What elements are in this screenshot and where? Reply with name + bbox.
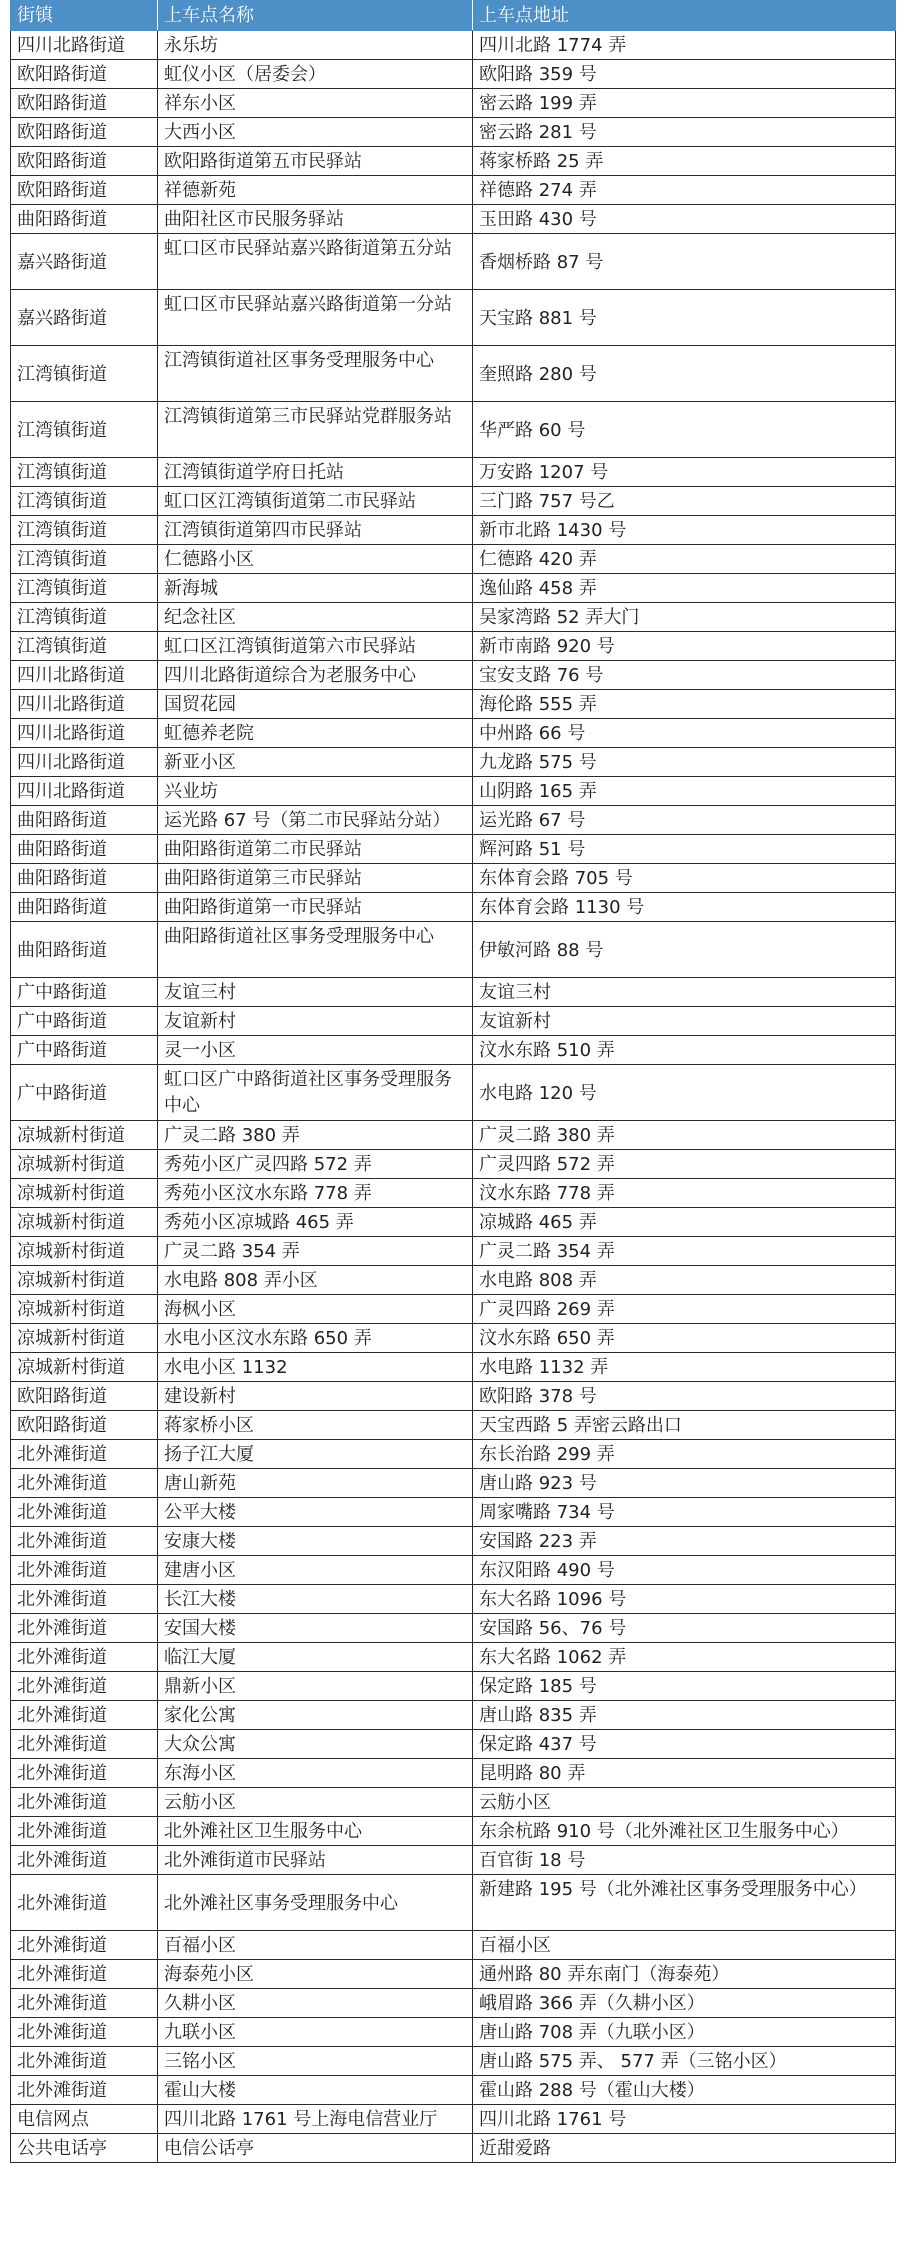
cell-point-name: 秀苑小区广灵四路 572 弄 (158, 1150, 473, 1179)
cell-point-name: 四川北路街道综合为老服务中心 (158, 661, 473, 690)
cell-street: 北外滩街道 (11, 1730, 158, 1759)
table-row (11, 864, 896, 893)
cell-point-name: 纪念社区 (158, 603, 473, 632)
table-row (11, 1065, 896, 1121)
cell-point-address: 安国路 223 弄 (473, 1527, 896, 1556)
cell-street: 公共电话亭 (11, 2134, 158, 2163)
cell-point-name: 大众公寓 (158, 1730, 473, 1759)
table-body (11, 31, 896, 2163)
header-point-name: 上车点名称 (158, 1, 473, 31)
cell-point-address: 吴家湾路 52 弄大门 (473, 603, 896, 632)
cell-street: 北外滩街道 (11, 1527, 158, 1556)
cell-point-address: 运光路 67 号 (473, 806, 896, 835)
cell-point-address: 汶水东路 650 弄 (473, 1324, 896, 1353)
cell-point-name: 建设新村 (158, 1382, 473, 1411)
cell-point-address: 水电路 808 弄 (473, 1266, 896, 1295)
cell-point-name: 曲阳路街道第一市民驿站 (158, 893, 473, 922)
cell-street: 欧阳路街道 (11, 176, 158, 205)
table-row (11, 545, 896, 574)
cell-point-name: 灵一小区 (158, 1036, 473, 1065)
cell-point-name: 虹口区江湾镇街道第二市民驿站 (158, 487, 473, 516)
cell-point-name: 国贸花园 (158, 690, 473, 719)
cell-street: 广中路街道 (11, 1007, 158, 1036)
cell-point-name: 家化公寓 (158, 1701, 473, 1730)
cell-point-address: 万安路 1207 号 (473, 458, 896, 487)
cell-street: 嘉兴路街道 (11, 234, 158, 290)
cell-point-name: 虹口区市民驿站嘉兴路街道第五分站 (158, 234, 473, 290)
cell-point-name: 江湾镇街道社区事务受理服务中心 (158, 346, 473, 402)
table-row (11, 1295, 896, 1324)
cell-street: 四川北路街道 (11, 777, 158, 806)
cell-point-name: 祥东小区 (158, 89, 473, 118)
cell-point-name: 仁德路小区 (158, 545, 473, 574)
cell-point-address: 汶水东路 778 弄 (473, 1179, 896, 1208)
table-row (11, 922, 896, 978)
cell-point-name: 曲阳路街道社区事务受理服务中心 (158, 922, 473, 978)
cell-point-name: 北外滩街道市民驿站 (158, 1846, 473, 1875)
cell-street: 江湾镇街道 (11, 487, 158, 516)
cell-street: 北外滩街道 (11, 1875, 158, 1931)
table-row (11, 1179, 896, 1208)
cell-point-name: 云舫小区 (158, 1788, 473, 1817)
cell-point-address: 宝安支路 76 号 (473, 661, 896, 690)
table-row (11, 487, 896, 516)
cell-point-address: 辉河路 51 号 (473, 835, 896, 864)
cell-point-address: 东余杭路 910 号（北外滩社区卫生服务中心） (473, 1817, 896, 1846)
cell-point-address: 东体育会路 705 号 (473, 864, 896, 893)
table-row (11, 1846, 896, 1875)
cell-street: 江湾镇街道 (11, 545, 158, 574)
cell-street: 江湾镇街道 (11, 402, 158, 458)
cell-street: 北外滩街道 (11, 1960, 158, 1989)
table-row (11, 1208, 896, 1237)
cell-point-name: 友谊新村 (158, 1007, 473, 1036)
table-row (11, 690, 896, 719)
cell-street: 江湾镇街道 (11, 632, 158, 661)
cell-street: 北外滩街道 (11, 1672, 158, 1701)
cell-point-name: 北外滩社区事务受理服务中心 (158, 1875, 473, 1931)
cell-point-name: 秀苑小区凉城路 465 弄 (158, 1208, 473, 1237)
cell-street: 欧阳路街道 (11, 1382, 158, 1411)
header-row (11, 1, 896, 31)
cell-point-address: 东汉阳路 490 号 (473, 1556, 896, 1585)
cell-point-address: 唐山路 835 弄 (473, 1701, 896, 1730)
cell-point-name: 长江大楼 (158, 1585, 473, 1614)
table-row (11, 719, 896, 748)
table-row (11, 205, 896, 234)
cell-street: 北外滩街道 (11, 1788, 158, 1817)
cell-point-address: 水电路 120 号 (473, 1065, 896, 1121)
table-row (11, 2018, 896, 2047)
table-row (11, 1759, 896, 1788)
table-row (11, 574, 896, 603)
table-row (11, 603, 896, 632)
cell-point-name: 霍山大楼 (158, 2076, 473, 2105)
cell-street: 江湾镇街道 (11, 346, 158, 402)
cell-point-name: 安国大楼 (158, 1614, 473, 1643)
cell-point-address: 凉城路 465 弄 (473, 1208, 896, 1237)
cell-point-name: 临江大厦 (158, 1643, 473, 1672)
cell-point-address: 通州路 80 弄东南门（海泰苑） (473, 1960, 896, 1989)
cell-street: 北外滩街道 (11, 1585, 158, 1614)
cell-street: 江湾镇街道 (11, 458, 158, 487)
table-row (11, 1989, 896, 2018)
cell-street: 北外滩街道 (11, 1469, 158, 1498)
cell-street: 凉城新村街道 (11, 1324, 158, 1353)
cell-point-name: 水电小区汶水东路 650 弄 (158, 1324, 473, 1353)
cell-point-address: 友谊新村 (473, 1007, 896, 1036)
cell-point-name: 祥德新苑 (158, 176, 473, 205)
cell-point-address: 广灵四路 572 弄 (473, 1150, 896, 1179)
header-street: 街镇 (11, 1, 158, 31)
table-row (11, 2076, 896, 2105)
table-row (11, 1701, 896, 1730)
cell-point-name: 北外滩社区卫生服务中心 (158, 1817, 473, 1846)
cell-point-address: 保定路 437 号 (473, 1730, 896, 1759)
cell-point-name: 建唐小区 (158, 1556, 473, 1585)
cell-point-address: 广灵二路 380 弄 (473, 1121, 896, 1150)
cell-point-address: 祥德路 274 弄 (473, 176, 896, 205)
cell-point-name: 秀苑小区汶水东路 778 弄 (158, 1179, 473, 1208)
cell-street: 北外滩街道 (11, 1440, 158, 1469)
cell-street: 凉城新村街道 (11, 1266, 158, 1295)
cell-point-address: 东大名路 1062 弄 (473, 1643, 896, 1672)
table-row (11, 1469, 896, 1498)
cell-street: 四川北路街道 (11, 690, 158, 719)
table-header (11, 1, 896, 31)
cell-point-name: 江湾镇街道第三市民驿站党群服务站 (158, 402, 473, 458)
cell-point-address: 云舫小区 (473, 1788, 896, 1817)
cell-street: 凉城新村街道 (11, 1237, 158, 1266)
cell-point-address: 逸仙路 458 弄 (473, 574, 896, 603)
cell-point-name: 东海小区 (158, 1759, 473, 1788)
cell-point-address: 蒋家桥路 25 弄 (473, 147, 896, 176)
table-row (11, 1614, 896, 1643)
cell-point-address: 欧阳路 378 号 (473, 1382, 896, 1411)
cell-street: 四川北路街道 (11, 661, 158, 690)
table-row (11, 1440, 896, 1469)
cell-street: 欧阳路街道 (11, 118, 158, 147)
table-row (11, 290, 896, 346)
cell-street: 欧阳路街道 (11, 89, 158, 118)
table-row (11, 1353, 896, 1382)
cell-point-address: 天宝路 881 号 (473, 290, 896, 346)
cell-street: 凉城新村街道 (11, 1179, 158, 1208)
table-row (11, 1585, 896, 1614)
cell-street: 北外滩街道 (11, 2018, 158, 2047)
table-row (11, 234, 896, 290)
cell-point-name: 水电小区 1132 (158, 1353, 473, 1382)
cell-point-address: 香烟桥路 87 号 (473, 234, 896, 290)
cell-point-name: 永乐坊 (158, 31, 473, 60)
cell-point-address: 唐山路 708 弄（九联小区） (473, 2018, 896, 2047)
cell-point-address: 奎照路 280 号 (473, 346, 896, 402)
cell-street: 凉城新村街道 (11, 1150, 158, 1179)
cell-point-address: 东体育会路 1130 号 (473, 893, 896, 922)
cell-point-address: 广灵二路 354 弄 (473, 1237, 896, 1266)
table-row (11, 1036, 896, 1065)
cell-point-address: 四川北路 1774 弄 (473, 31, 896, 60)
table-row (11, 1931, 896, 1960)
cell-street: 江湾镇街道 (11, 574, 158, 603)
cell-point-address: 唐山路 575 弄、 577 弄（三铭小区） (473, 2047, 896, 2076)
cell-street: 北外滩街道 (11, 1701, 158, 1730)
header-point-address: 上车点地址 (473, 1, 896, 31)
cell-point-name: 蒋家桥小区 (158, 1411, 473, 1440)
cell-point-address: 近甜爱路 (473, 2134, 896, 2163)
cell-street: 欧阳路街道 (11, 60, 158, 89)
cell-street: 嘉兴路街道 (11, 290, 158, 346)
table-row (11, 893, 896, 922)
cell-point-name: 曲阳路街道第二市民驿站 (158, 835, 473, 864)
cell-point-name: 虹口区江湾镇街道第六市民驿站 (158, 632, 473, 661)
table-row (11, 1007, 896, 1036)
table-row (11, 632, 896, 661)
table-row (11, 1672, 896, 1701)
cell-point-address: 保定路 185 号 (473, 1672, 896, 1701)
table-row (11, 1150, 896, 1179)
table-row (11, 978, 896, 1007)
table-row (11, 806, 896, 835)
cell-point-address: 周家嘴路 734 号 (473, 1498, 896, 1527)
table-row (11, 402, 896, 458)
table-row (11, 516, 896, 545)
cell-point-name: 广灵二路 380 弄 (158, 1121, 473, 1150)
cell-street: 曲阳路街道 (11, 835, 158, 864)
cell-point-name: 新海城 (158, 574, 473, 603)
table-row (11, 835, 896, 864)
cell-street: 北外滩街道 (11, 1846, 158, 1875)
table-row (11, 89, 896, 118)
cell-point-name: 安康大楼 (158, 1527, 473, 1556)
cell-point-address: 广灵四路 269 弄 (473, 1295, 896, 1324)
cell-street: 北外滩街道 (11, 1817, 158, 1846)
cell-point-name: 广灵二路 354 弄 (158, 1237, 473, 1266)
table-row (11, 1788, 896, 1817)
cell-point-name: 久耕小区 (158, 1989, 473, 2018)
cell-point-name: 水电路 808 弄小区 (158, 1266, 473, 1295)
cell-point-name: 鼎新小区 (158, 1672, 473, 1701)
cell-street: 四川北路街道 (11, 719, 158, 748)
cell-point-address: 汶水东路 510 弄 (473, 1036, 896, 1065)
cell-point-name: 虹仪小区（居委会） (158, 60, 473, 89)
cell-point-name: 海泰苑小区 (158, 1960, 473, 1989)
cell-point-name: 新亚小区 (158, 748, 473, 777)
table-row (11, 1266, 896, 1295)
cell-point-address: 新市南路 920 号 (473, 632, 896, 661)
cell-street: 北外滩街道 (11, 1556, 158, 1585)
cell-street: 北外滩街道 (11, 1989, 158, 2018)
cell-point-address: 东大名路 1096 号 (473, 1585, 896, 1614)
cell-point-name: 四川北路 1761 号上海电信营业厅 (158, 2105, 473, 2134)
table-row (11, 458, 896, 487)
cell-point-address: 九龙路 575 号 (473, 748, 896, 777)
cell-point-name: 海枫小区 (158, 1295, 473, 1324)
cell-point-name: 唐山新苑 (158, 1469, 473, 1498)
cell-street: 北外滩街道 (11, 1931, 158, 1960)
cell-street: 广中路街道 (11, 1065, 158, 1121)
cell-point-address: 密云路 199 弄 (473, 89, 896, 118)
cell-street: 凉城新村街道 (11, 1121, 158, 1150)
cell-street: 欧阳路街道 (11, 1411, 158, 1440)
cell-street: 北外滩街道 (11, 2076, 158, 2105)
table-row (11, 1527, 896, 1556)
table-row (11, 748, 896, 777)
table-row (11, 60, 896, 89)
cell-street: 电信网点 (11, 2105, 158, 2134)
cell-point-name: 虹德养老院 (158, 719, 473, 748)
cell-street: 曲阳路街道 (11, 864, 158, 893)
cell-point-address: 欧阳路 359 号 (473, 60, 896, 89)
cell-point-name: 扬子江大厦 (158, 1440, 473, 1469)
cell-point-name: 曲阳路街道第三市民驿站 (158, 864, 473, 893)
cell-point-address: 山阴路 165 弄 (473, 777, 896, 806)
cell-point-address: 三门路 757 号乙 (473, 487, 896, 516)
cell-point-name: 江湾镇街道学府日托站 (158, 458, 473, 487)
cell-point-address: 百福小区 (473, 1931, 896, 1960)
cell-street: 北外滩街道 (11, 1643, 158, 1672)
cell-point-address: 新建路 195 号（北外滩社区事务受理服务中心） (473, 1875, 896, 1931)
cell-point-address: 友谊三村 (473, 978, 896, 1007)
cell-street: 曲阳路街道 (11, 922, 158, 978)
table-row (11, 661, 896, 690)
cell-point-name: 友谊三村 (158, 978, 473, 1007)
cell-street: 曲阳路街道 (11, 806, 158, 835)
table-row (11, 2134, 896, 2163)
table-row (11, 31, 896, 60)
table-row (11, 1960, 896, 1989)
table-row (11, 147, 896, 176)
cell-point-address: 霍山路 288 号（霍山大楼） (473, 2076, 896, 2105)
cell-point-name: 电信公话亭 (158, 2134, 473, 2163)
cell-point-address: 唐山路 923 号 (473, 1469, 896, 1498)
cell-street: 四川北路街道 (11, 31, 158, 60)
cell-street: 欧阳路街道 (11, 147, 158, 176)
cell-street: 曲阳路街道 (11, 893, 158, 922)
table-row (11, 1324, 896, 1353)
table-row (11, 1382, 896, 1411)
table-row (11, 118, 896, 147)
cell-point-name: 九联小区 (158, 2018, 473, 2047)
table-row (11, 346, 896, 402)
cell-point-name: 虹口区市民驿站嘉兴路街道第一分站 (158, 290, 473, 346)
cell-point-address: 东长治路 299 弄 (473, 1440, 896, 1469)
cell-point-address: 四川北路 1761 号 (473, 2105, 896, 2134)
table-row (11, 1817, 896, 1846)
cell-point-address: 密云路 281 号 (473, 118, 896, 147)
cell-point-name: 运光路 67 号（第二市民驿站分站） (158, 806, 473, 835)
cell-point-address: 仁德路 420 弄 (473, 545, 896, 574)
cell-point-address: 伊敏河路 88 号 (473, 922, 896, 978)
cell-point-address: 新市北路 1430 号 (473, 516, 896, 545)
table-row (11, 1556, 896, 1585)
cell-point-name: 兴业坊 (158, 777, 473, 806)
cell-point-address: 百官街 18 号 (473, 1846, 896, 1875)
cell-point-address: 昆明路 80 弄 (473, 1759, 896, 1788)
cell-point-name: 欧阳路街道第五市民驿站 (158, 147, 473, 176)
cell-point-address: 水电路 1132 弄 (473, 1353, 896, 1382)
cell-point-name: 大西小区 (158, 118, 473, 147)
cell-street: 北外滩街道 (11, 1759, 158, 1788)
cell-point-address: 安国路 56、76 号 (473, 1614, 896, 1643)
cell-point-name: 百福小区 (158, 1931, 473, 1960)
cell-point-name: 曲阳社区市民服务驿站 (158, 205, 473, 234)
cell-point-name: 江湾镇街道第四市民驿站 (158, 516, 473, 545)
cell-point-address: 中州路 66 号 (473, 719, 896, 748)
cell-point-name: 虹口区广中路街道社区事务受理服务中心 (158, 1065, 473, 1121)
cell-street: 曲阳路街道 (11, 205, 158, 234)
table-row (11, 1643, 896, 1672)
cell-point-address: 峨眉路 366 弄（久耕小区） (473, 1989, 896, 2018)
cell-street: 北外滩街道 (11, 2047, 158, 2076)
cell-street: 北外滩街道 (11, 1614, 158, 1643)
table-row (11, 1730, 896, 1759)
cell-street: 江湾镇街道 (11, 603, 158, 632)
table-row (11, 2047, 896, 2076)
cell-point-name: 公平大楼 (158, 1498, 473, 1527)
cell-street: 江湾镇街道 (11, 516, 158, 545)
cell-street: 广中路街道 (11, 978, 158, 1007)
table-row (11, 1237, 896, 1266)
table-row (11, 1121, 896, 1150)
cell-point-address: 天宝西路 5 弄密云路出口 (473, 1411, 896, 1440)
table-row (11, 2105, 896, 2134)
cell-street: 凉城新村街道 (11, 1295, 158, 1324)
cell-street: 广中路街道 (11, 1036, 158, 1065)
cell-point-name: 三铭小区 (158, 2047, 473, 2076)
cell-point-address: 玉田路 430 号 (473, 205, 896, 234)
table-row (11, 1498, 896, 1527)
table-row (11, 176, 896, 205)
cell-street: 凉城新村街道 (11, 1353, 158, 1382)
cell-street: 凉城新村街道 (11, 1208, 158, 1237)
table-row (11, 777, 896, 806)
table-row (11, 1411, 896, 1440)
table-row (11, 1875, 896, 1931)
cell-point-address: 海伦路 555 弄 (473, 690, 896, 719)
cell-street: 四川北路街道 (11, 748, 158, 777)
cell-point-address: 华严路 60 号 (473, 402, 896, 458)
pickup-points-table (10, 0, 896, 2163)
cell-street: 北外滩街道 (11, 1498, 158, 1527)
